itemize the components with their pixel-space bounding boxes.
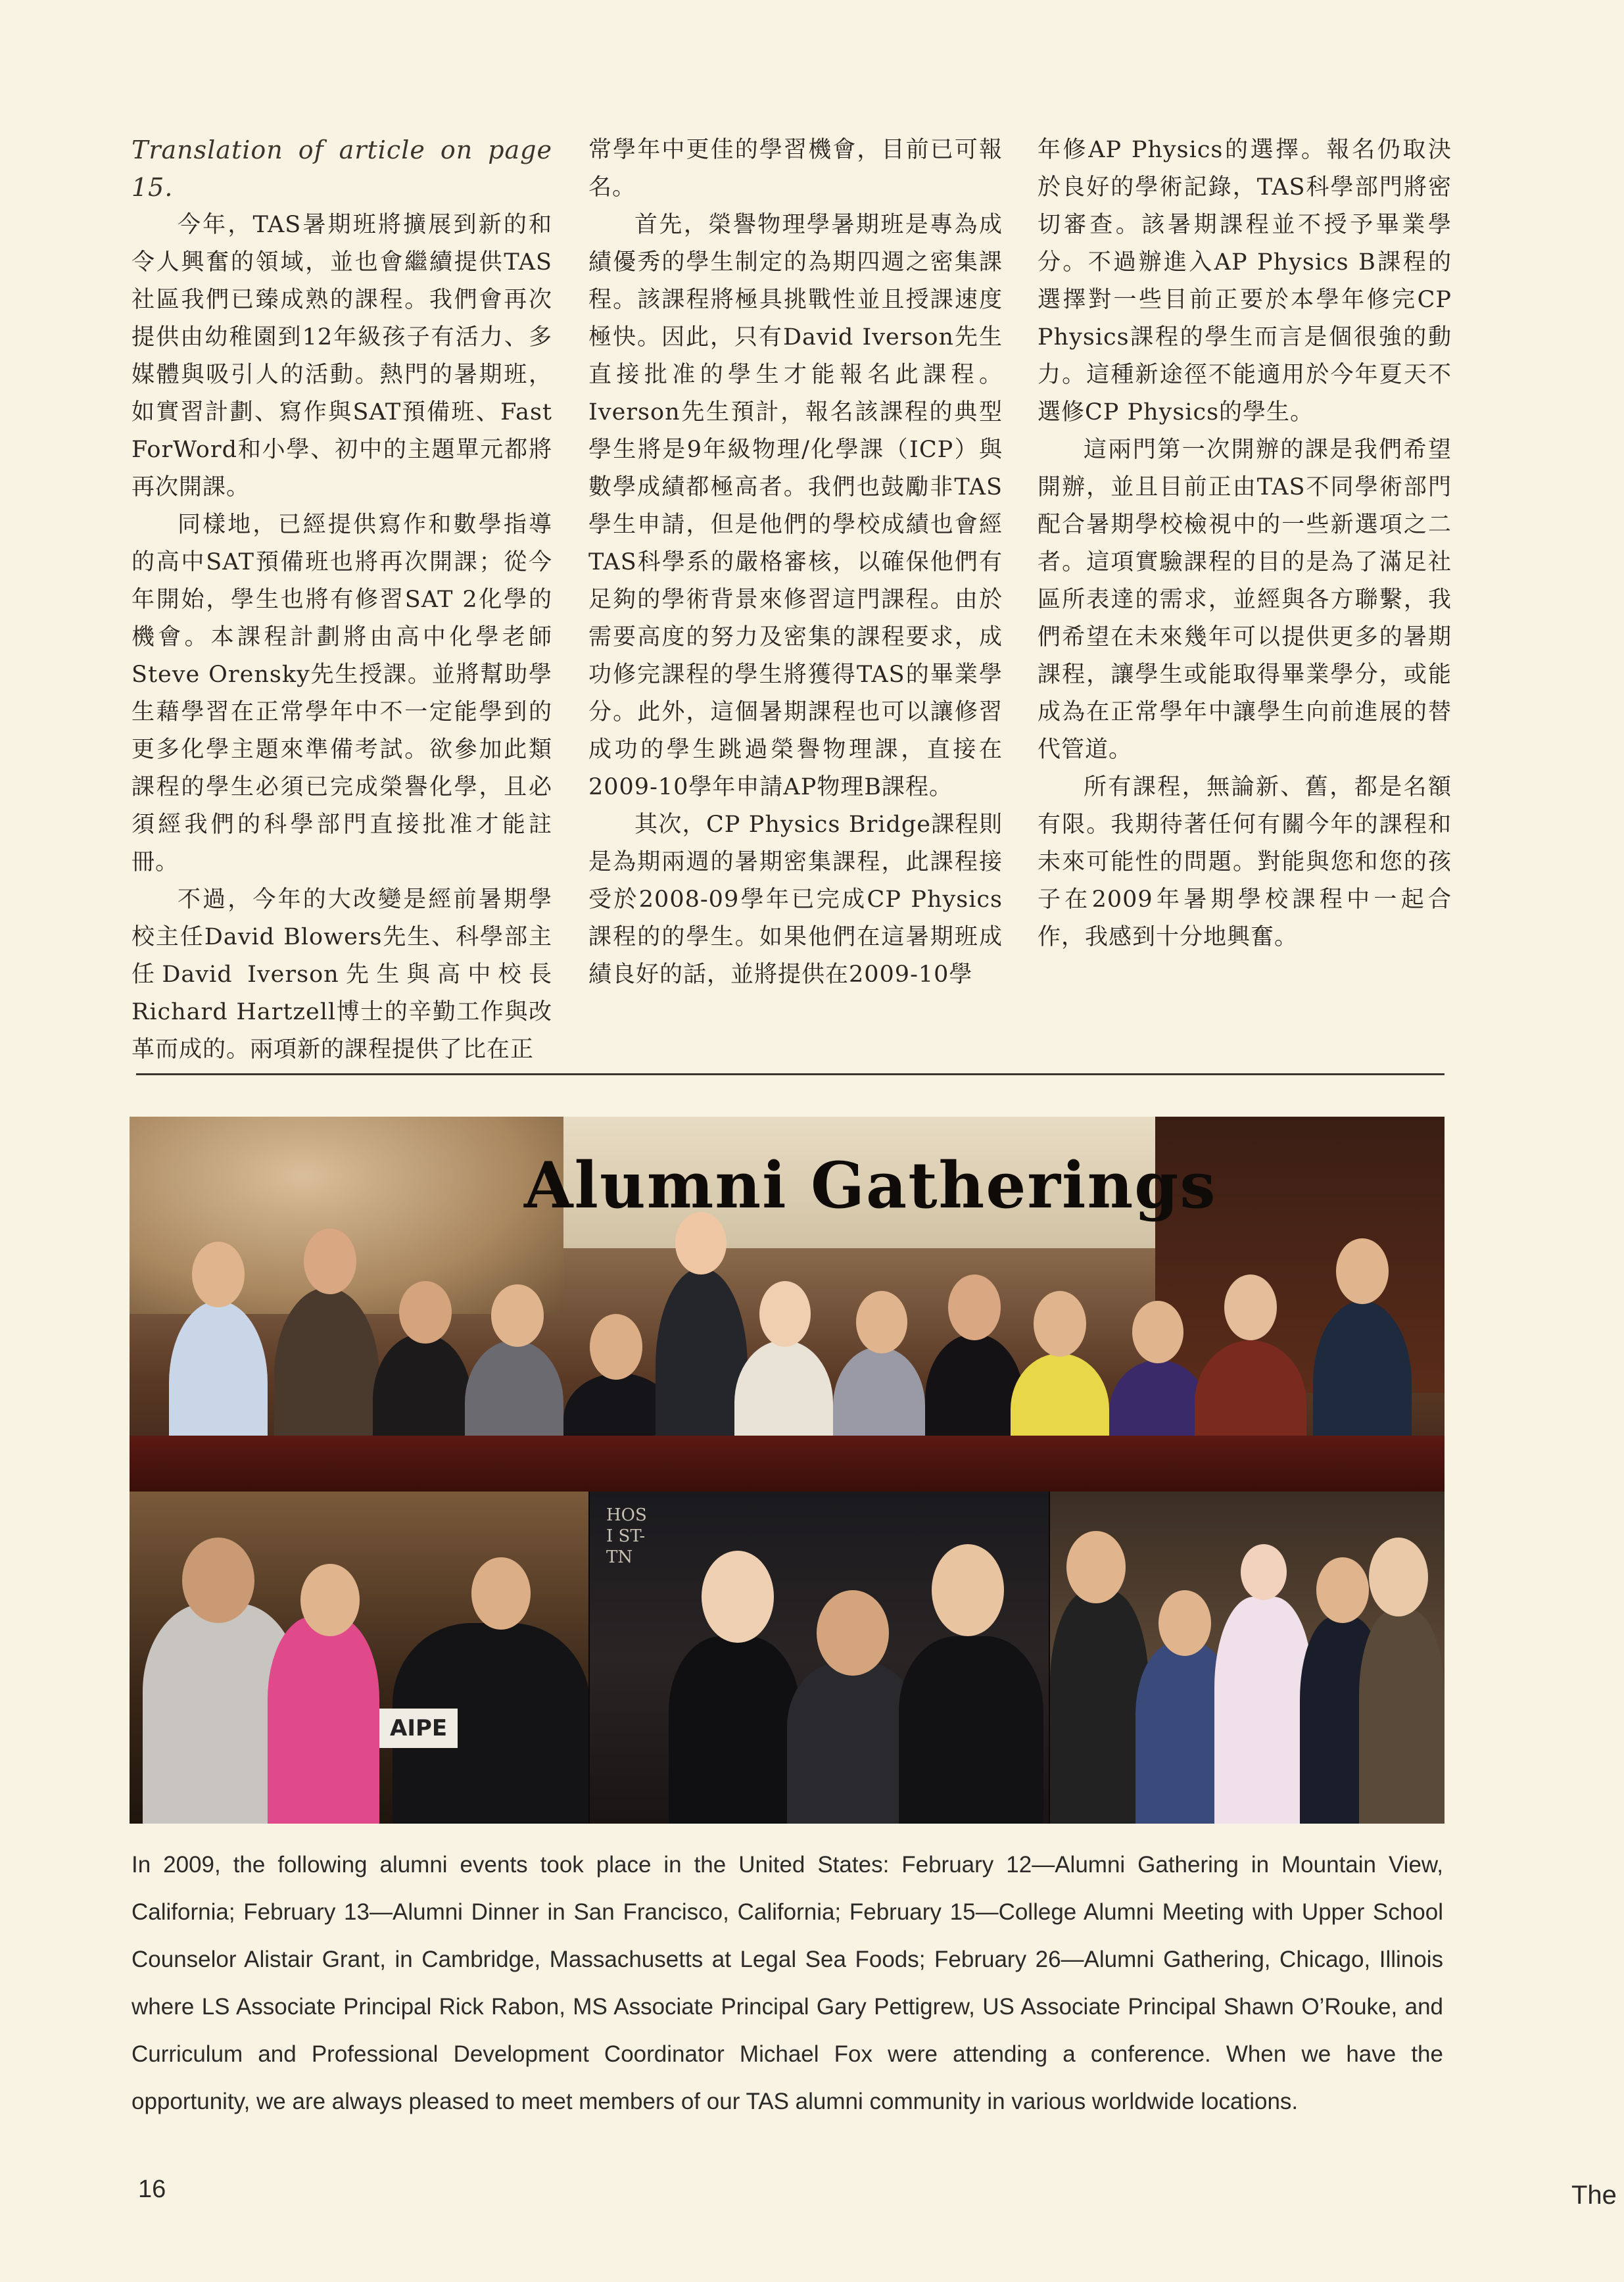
article-column-2 xyxy=(588,132,1003,994)
paragraph: 今年，TAS暑期班將擴展到新的和令人興奮的領域，並也會繼續提供TAS社區我們已臻成熟的課程。我們會再次提供由幼稚園到12年級孩子有活力、多媒體與吸引人的活動。熱門的暑期班，如實習計劃、寫作與SAT預備班、Fast ForWord和小學、初中的主題單元都將再次開課。 xyxy=(131,212,552,500)
section-divider xyxy=(136,1073,1445,1075)
photo-title: Alumni Gatherings xyxy=(524,1148,1217,1223)
group-photo xyxy=(130,1117,1445,1492)
photo-mountain-view xyxy=(1050,1492,1445,1824)
page-number: 16 xyxy=(138,2175,166,2203)
restaurant-sign: HOSI ST-TN xyxy=(606,1505,647,1567)
photo-sf-dinner xyxy=(590,1492,1050,1824)
photo-chicago-gathering xyxy=(130,1492,590,1824)
article-column-3 xyxy=(1038,132,1452,956)
translation-note: Translation of article on page 15. xyxy=(131,135,552,202)
footer-publication-text: The xyxy=(1571,2181,1617,2210)
paragraph: 年修AP Physics的選擇。報名仍取決於良好的學術記錄，TAS科學部門將密切審查。該暑期課程並不授予畢業學分。不過辦進入AP Physics B課程的選擇對一些目前正要於本學年修完CP Physics課程的學生而言是個很強的動力。這種新途徑不能適用於今年夏天不選修CP Physics的學生。 xyxy=(1038,137,1452,425)
photo-caption: In 2009, the following alumni events took place in the United States: February 12—Alumni Gathering in Mountain View, California; February 13—Alumni Dinner in San Francisco, California; February 15—College Alumni Meeting with Upper School Counselor Alistair Grant, in Cambridge, Massachusetts at Legal Sea Foods; February 26—Alumni Gathering, Chicago, Illinois where LS Associate Principal Rick Rabon, MS Associate Principal Gary Pettigrew, US Associate Principal Shawn O’Rouke, and Curriculum and Professional Development Coordinator Michael Fox were attending a conference. When we have the opportunity, we are always pleased to meet members of our TAS alumni community in various worldwide locations. xyxy=(131,1852,1443,2114)
alumni-photo-collage xyxy=(130,1117,1445,1824)
paragraph: 常學年中更佳的學習機會，目前已可報名。 xyxy=(588,137,1003,201)
article-column-1 xyxy=(131,132,552,1069)
paragraph: 首先，榮譽物理學暑期班是專為成績優秀的學生制定的為期四週之密集課程。該課程將極具挑戰性並且授課速度極快。因此，只有David Iverson先生直接批准的學生才能報名此課程。Iverson先生預計，報名該課程的典型學生將是9年級物理/化學課（ICP）與數學成績都極高者。我們也鼓勵非TAS學生申請，但是他們的學校成績也會經TAS科學系的嚴格審核，以確保他們有足夠的學術背景來修習這門課程。由於需要高度的努力及密集的課程要求，成功修完課程的學生將獲得TAS的畢業學分。此外，這個暑期課程也可以讓修習成功的學生跳過榮譽物理課，直接在2009-10學年申請AP物理B課程。 xyxy=(588,212,1003,800)
crowd-of-people xyxy=(156,1202,1418,1465)
article-body xyxy=(131,132,1452,1063)
shirt-logo: AIPE xyxy=(379,1709,458,1748)
paragraph: 同樣地，已經提供寫作和數學指導的高中SAT預備班也將再次開課；從今年開始，學生也將有修習SAT 2化學的機會。本課程計劃將由高中化學老師Steve Orensky先生授課。並將幫助學生藉學習在正常學年中不一定能學到的更多化學主題來準備考試。欲參加此類課程的學生必須已完成榮譽化學，且必須經我們的科學部門直接批准才能註冊。 xyxy=(131,512,552,875)
paragraph: 這兩門第一次開辦的課是我們希望開辦，並且目前正由TAS不同學術部門配合暑期學校檢視中的一些新選項之二者。這項實驗課程的目的是為了滿足社區所表達的需求，並經與各方聯繫，我們希望在未來幾年可以提供更多的暑期課程，讓學生或能取得畢業學分，或能成為在正常學年中讓學生向前進展的替代管道。 xyxy=(1038,437,1452,763)
restaurant-railing xyxy=(130,1436,1445,1492)
paragraph: 不過，今年的大改變是經前暑期學校主任David Blowers先生、科學部主任David Iverson先生與高中校長Richard Hartzell博士的辛勤工作與改革而成的。兩項新的課程提供了比在正 xyxy=(131,886,552,1063)
paragraph: 其次，CP Physics Bridge課程則是為期兩週的暑期密集課程，此課程接受於2008-09學年已完成CP Physics課程的的學生。如果他們在這暑期班成績良好的話，並將提供在2009-10學 xyxy=(588,812,1003,988)
paragraph: 所有課程，無論新、舊，都是名額有限。我期待著任何有關今年的課程和未來可能性的問題。對能與您和您的孩子在2009年暑期學校課程中一起合作，我感到十分地興奮。 xyxy=(1038,774,1452,950)
